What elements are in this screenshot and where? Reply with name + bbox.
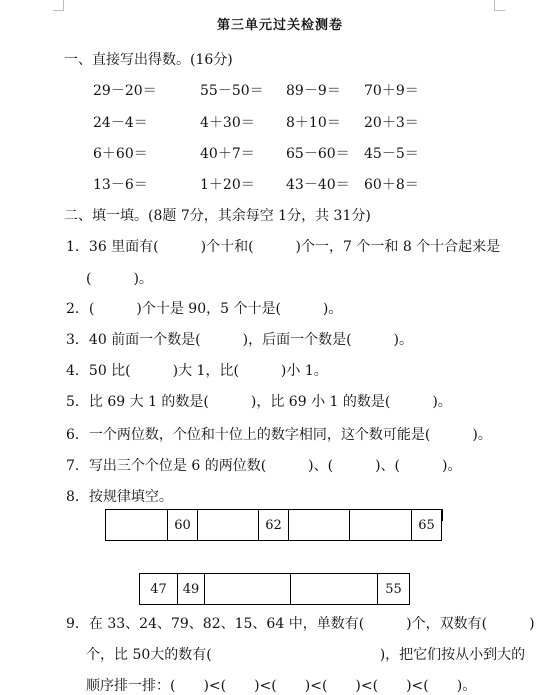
arith-item: 4＋30＝: [200, 115, 255, 131]
section1-heading: 一、直接写出得数。(16分): [64, 52, 233, 68]
sequence-table-2: [139, 573, 410, 605]
arith-item: 13－6＝: [93, 177, 148, 193]
sequence-cell: 49: [178, 574, 205, 604]
arith-item: 1＋20＝: [200, 177, 255, 193]
sequence-cell-blank[interactable]: [198, 510, 259, 540]
arith-item: 40＋7＝: [200, 146, 255, 162]
sequence-cell: 47: [140, 574, 178, 604]
sequence-table-1: [105, 509, 442, 541]
question-9-line-2: 个，比 50大的数有( )，把它们按从小到大的: [86, 647, 526, 663]
arith-item: 43－40＝: [286, 177, 350, 193]
sequence-cell-blank[interactable]: [291, 574, 378, 604]
arith-item: 65－60＝: [286, 146, 350, 162]
text-cursor: [441, 509, 443, 521]
question-2: 2．( )个十是 90，5 个十是( )。: [66, 301, 343, 317]
arith-item: 45－5＝: [364, 146, 419, 162]
arith-item: 29－20＝: [93, 83, 157, 99]
arith-item: 20＋3＝: [364, 115, 419, 131]
arith-item: 89－9＝: [286, 83, 341, 99]
arith-item: 60＋8＝: [364, 177, 419, 193]
question-5: 5．比 69 大 1 的数是( )，比 69 小 1 的数是( )。: [66, 394, 452, 410]
sequence-cell: 62: [259, 510, 289, 540]
question-1-line-2: ( )。: [86, 271, 153, 287]
question-9-line-3: 顺序排一排：( )<( )<( )<( )<( )<( )。: [86, 678, 477, 694]
arith-item: 8＋10＝: [286, 115, 341, 131]
question-1-line-1: 1．36 里面有( )个十和( )个一，7 个一和 8 个十合起来是: [66, 239, 501, 255]
sequence-cell-blank[interactable]: [289, 510, 350, 540]
question-6: 6．一个两位数，个位和十位上的数字相同，这个数可能是( )。: [66, 427, 492, 443]
question-7: 7．写出三个个位是 6 的两位数( )、( )、( )。: [66, 458, 462, 474]
page-corner-mark-right: [494, 0, 505, 11]
question-3: 3．40 前面一个数是( )，后面一个数是( )。: [66, 332, 414, 348]
arith-item: 55－50＝: [200, 83, 264, 99]
page-corner-mark-left: [53, 0, 64, 11]
sequence-cell: 65: [418, 517, 435, 533]
arith-item: 24－4＝: [93, 115, 148, 131]
question-8: 8．按规律填空。: [66, 489, 173, 505]
document-title: 第三单元过关检测卷: [216, 18, 343, 33]
question-4: 4．50 比( )大 1，比( )小 1。: [66, 363, 328, 379]
sequence-cell: 60: [168, 510, 198, 540]
sequence-cell-blank[interactable]: [350, 510, 412, 540]
section2-heading: 二、填一填。(8题 7分，其余每空 1分，共 31分): [64, 208, 371, 224]
sequence-cell: 55: [385, 581, 402, 597]
question-9-line-1: 9．在 33、24、79、82、15、64 中，单数有( )个，双数有( ): [66, 616, 535, 632]
sequence-cell-blank[interactable]: [205, 574, 291, 604]
sequence-cell-blank[interactable]: [106, 510, 168, 540]
arith-item: 6＋60＝: [93, 146, 148, 162]
arith-item: 70＋9＝: [364, 83, 419, 99]
